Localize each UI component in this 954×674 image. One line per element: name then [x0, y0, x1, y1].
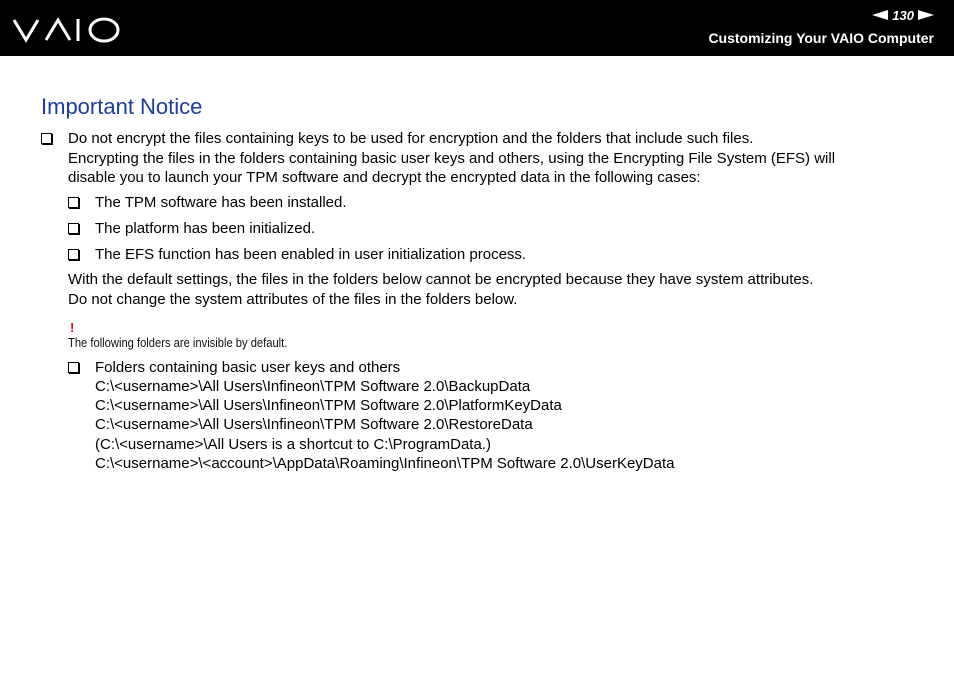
- vaio-logo: [12, 14, 122, 44]
- folder-path: (C:\<username>\All Users is a shortcut to C:\ProgramData.): [95, 436, 491, 453]
- default-text: Do not change the system attributes of the files in the folders below.: [68, 291, 518, 308]
- pager: [872, 6, 934, 24]
- checkbox-bullet-icon: [68, 197, 79, 208]
- folder-path: C:\<username>\All Users\Infineon\TPM Software 2.0\PlatformKeyData: [95, 397, 562, 414]
- checkbox-bullet-icon: [68, 223, 79, 234]
- bullet-line: Encrypting the files in the folders containing basic user keys and others, using the Encrypting File System (EFS) will: [68, 150, 836, 167]
- note-text: The following folders are invisible by default.: [68, 335, 288, 350]
- section-title: Customizing Your VAIO Computer: [708, 30, 934, 46]
- folder-path: C:\<username>\<account>\AppData\Roaming\Infineon\TPM Software 2.0\UserKeyData: [95, 455, 675, 472]
- case-item: The platform has been initialized.: [95, 220, 316, 237]
- case-item: The TPM software has been installed.: [95, 194, 347, 211]
- exclamation-icon: !: [70, 320, 75, 335]
- folder-path: C:\<username>\All Users\Infineon\TPM Software 2.0\RestoreData: [95, 416, 533, 433]
- default-text: With the default settings, the files in the folders below cannot be encrypted because they have system attributes.: [68, 271, 814, 288]
- case-item: The EFS function has been enabled in user initialization process.: [95, 246, 527, 263]
- page-number: 130: [892, 7, 914, 23]
- prev-page-arrow-icon[interactable]: [872, 10, 888, 20]
- checkbox-bullet-icon: [68, 362, 79, 373]
- folders-title: Folders containing basic user keys and others: [95, 359, 401, 376]
- page-title: Important Notice: [41, 94, 203, 119]
- checkbox-bullet-icon: [41, 133, 52, 144]
- bullet-line: disable you to launch your TPM software and decrypt the encrypted data in the following cases:: [68, 169, 701, 186]
- checkbox-bullet-icon: [68, 249, 79, 260]
- bullet-line: Do not encrypt the files containing keys to be used for encryption and the folders that include such files.: [68, 130, 754, 147]
- page-header: [0, 0, 954, 56]
- folder-path: C:\<username>\All Users\Infineon\TPM Software 2.0\BackupData: [95, 378, 531, 395]
- next-page-arrow-icon[interactable]: [918, 10, 934, 20]
